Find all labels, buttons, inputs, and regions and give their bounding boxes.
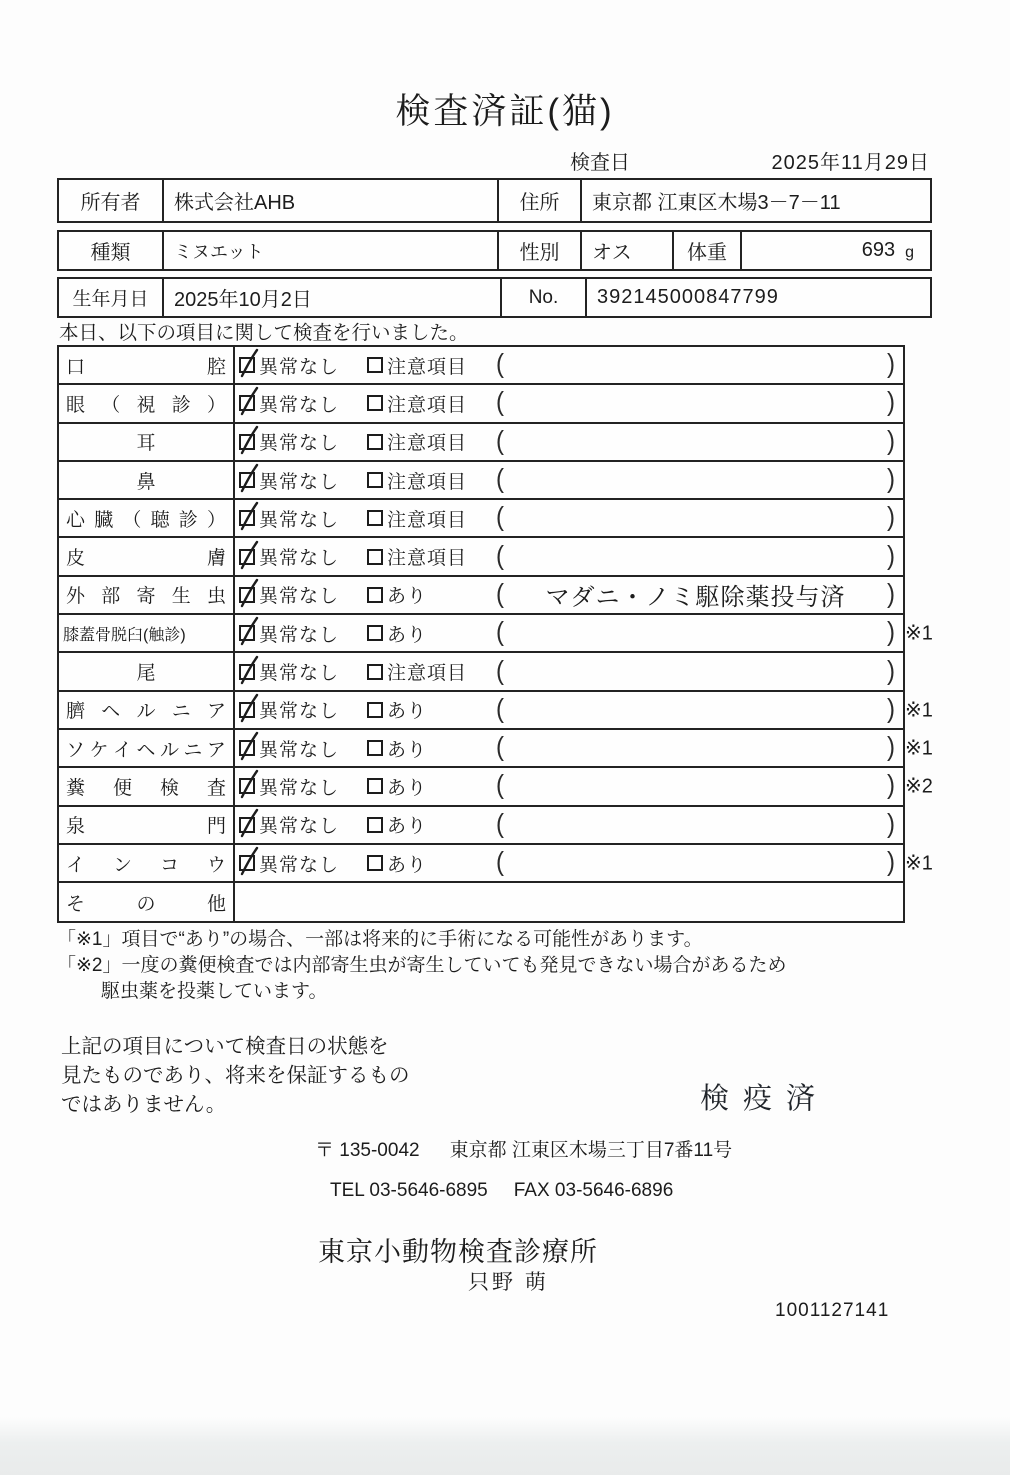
paren-open: ( [496,464,504,495]
exam-item-label: 臍 ヘ ル ニ ア [59,692,235,728]
exam-result [235,653,903,689]
checkbox-checked-icon [239,625,255,641]
owner-table [57,178,932,223]
remarks-parens [496,734,903,762]
option-present [367,581,496,608]
exam-result [235,385,903,421]
present-label: あり [387,624,428,646]
option-no-abnormality [239,390,367,417]
owner-name: 株式会社AHB [164,180,499,221]
birthdate-label: 生年月日 [59,279,164,316]
option-caution [367,543,496,570]
paren-close: ) [887,349,895,380]
checkbox-checked-icon [239,855,255,871]
checkbox-checked-icon [239,472,255,488]
exam-result [235,347,903,383]
weight-label: 体重 [674,232,742,269]
exam-item-label: イ ン コ ウ [59,845,235,881]
exam-result [235,730,903,766]
paren-open: ( [496,349,504,380]
scan-shadow-band [0,1417,1010,1475]
clinic-address: 東京都 江東区木場三丁目7番11号 [449,1140,733,1161]
disclaimer-text [61,1032,410,1119]
clinic-name: 東京小動物検査診療所 [318,1237,598,1267]
checkbox-empty-icon [367,778,383,794]
footnote-1: 「※1」項目で“あり”の場合、一部は将来的に手術になる可能性があります。 [57,929,703,950]
remarks-parens [496,772,903,800]
weight-unit: g [905,243,914,261]
serial-number: 1001127141 [775,1300,890,1321]
checkbox-checked-icon [239,778,255,794]
exam-item-label: 糞 便 検 査 [59,768,235,804]
page-title: 検査済証(猫) [395,92,615,131]
option-present [367,850,496,877]
caution-label: 注意項目 [387,509,468,531]
no-abnormality-label: 異常なし [259,394,340,416]
paren-close: ) [887,541,895,571]
paren-open: ( [496,771,504,801]
checklist-row-heart [59,500,903,538]
caution-label: 注意項目 [387,356,468,378]
paren-close: ) [887,502,895,533]
paren-close: ) [887,617,895,648]
exam-date-value: 2025年11月29日 [771,152,930,174]
sex-value: オス [582,232,674,269]
checkbox-empty-icon [367,395,383,411]
no-abnormality-label: 異常なし [259,356,340,378]
exam-result [235,615,903,651]
clinic-phone-line [330,1180,673,1202]
no-abnormality-label: 異常なし [259,663,340,685]
option-no-abnormality [239,850,367,877]
footnote-mark: ※1 [905,852,933,875]
no-abnormality-label: 異常なし [259,816,340,838]
caution-label: 注意項目 [387,548,468,570]
no-abnormality-label: 異常なし [259,433,340,455]
checkbox-empty-icon [367,434,383,450]
clinic-postal-address [315,1135,732,1162]
tel-number: TEL 03-5646-6895 [330,1180,488,1201]
exam-item-label: そ の 他 [59,883,235,921]
owner-address: 東京都 江東区木場3－7－11 [592,192,841,214]
paren-open: ( [496,809,504,840]
exam-item-label: 心 臓 （ 聴 診 ） [59,500,235,536]
paren-open: ( [496,579,504,610]
sex-label: 性別 [499,232,582,269]
checklist-row-eye [59,385,903,423]
paren-close: ) [887,847,895,878]
checklist-row-inguinal-hernia [59,730,933,768]
paren-open: ( [496,732,504,763]
exam-result [235,692,903,728]
remarks-parens [496,543,903,571]
paren-close: ) [887,426,895,457]
checklist-row-ear [59,424,903,462]
paren-close: ) [887,656,895,686]
checkbox-checked-icon [239,702,255,718]
checkbox-checked-icon [239,395,255,411]
remarks-parens [496,504,903,532]
remarks-parens [496,577,903,612]
checklist-row-fontanelle [59,807,903,845]
paren-open: ( [496,656,504,686]
id-number-label: No. [502,279,587,316]
quarantine-passed-stamp: 検疫済 [700,1083,830,1115]
paren-close: ) [887,694,895,725]
id-number-value: 392145000847799 [597,286,779,308]
checkbox-checked-icon [239,549,255,565]
weight-cell [742,232,930,269]
checklist-row-other [59,883,903,921]
exam-result [235,538,903,574]
present-label: あり [387,816,428,838]
exam-checklist-table [57,345,933,923]
footnote-mark: ※1 [905,622,933,645]
remarks-text: マダニ・ノミ駆除薬投与済 [545,584,846,612]
option-no-abnormality [239,696,367,723]
checkbox-empty-icon [367,625,383,641]
option-no-abnormality [239,581,367,608]
remarks-parens [496,389,903,417]
no-abnormality-label: 異常なし [259,854,340,876]
pet-info-table [57,230,932,271]
exam-date-row [57,146,930,174]
checkbox-empty-icon [367,587,383,603]
disclaimer-line-2: 見たものであり、将来を保証するもの [61,1064,410,1087]
option-no-abnormality [239,467,367,494]
checkbox-checked-icon [239,510,255,526]
fax-number: FAX 03-5646-6896 [513,1180,674,1201]
exam-result-empty [235,883,903,921]
remarks-parens [496,696,903,724]
checkbox-empty-icon [367,702,383,718]
checklist-row-skin [59,538,903,576]
remarks-parens [496,466,903,494]
checklist-row-nose [59,462,903,500]
exam-item-label: 尾 [59,653,235,689]
present-label: あり [387,701,428,723]
footnote-mark: ※2 [905,775,933,798]
option-no-abnormality [239,505,367,532]
footnote-mark: ※1 [905,699,933,722]
exam-item-label: 皮 膚 [59,538,235,574]
postal-code: 〒 135-0042 [315,1140,420,1161]
examiner-name: 只野 萌 [468,1271,549,1294]
option-caution [367,428,496,455]
option-no-abnormality [239,620,367,647]
exam-item-label: 膝蓋骨脱臼(触診) [59,615,235,651]
checklist-row-cryptorchidism [59,845,933,883]
option-no-abnormality [239,428,367,455]
checkbox-checked-icon [239,664,255,680]
owner-address-label: 住所 [499,180,582,221]
species-value: ミヌエット [164,232,499,269]
exam-item-label: 口 腔 [59,347,235,383]
checkbox-checked-icon [239,357,255,373]
exam-result [235,768,903,804]
checkbox-empty-icon [367,549,383,565]
species-label: 種類 [59,232,164,269]
paren-close: ) [887,579,895,610]
exam-result [235,577,903,613]
checkbox-empty-icon [367,740,383,756]
exam-result [235,424,903,460]
caution-label: 注意項目 [387,394,468,416]
footnote-mark: ※1 [905,737,933,760]
exam-result [235,500,903,536]
exam-item-label: 鼻 [59,462,235,498]
birthdate-value: 2025年10月2日 [164,279,502,316]
option-no-abnormality [239,352,367,379]
checkbox-empty-icon [367,855,383,871]
footnote-2-continued: 駆虫薬を投薬しています。 [101,981,328,1002]
paren-open: ( [496,388,504,418]
remarks-parens [496,619,903,647]
paren-close: ) [887,809,895,840]
remarks-parens [496,428,903,456]
no-abnormality-label: 異常なし [259,624,340,646]
checkbox-empty-icon [367,472,383,488]
option-no-abnormality [239,543,367,570]
paren-open: ( [496,617,504,648]
paren-open: ( [496,426,504,457]
option-no-abnormality [239,658,367,685]
option-caution [367,390,496,417]
caution-label: 注意項目 [387,433,468,455]
option-present [367,773,496,800]
caution-label: 注意項目 [387,471,468,493]
option-no-abnormality [239,735,367,762]
footnote-2: 「※2」一度の糞便検査では内部寄生虫が寄生していても発見できない場合があるため [57,955,787,976]
exam-item-label: 泉 門 [59,807,235,843]
footnotes [57,927,857,1005]
option-present [367,696,496,723]
option-no-abnormality [239,773,367,800]
checklist-row-fecal-exam [59,768,933,806]
checkbox-checked-icon [239,434,255,450]
no-abnormality-label: 異常なし [259,586,340,608]
paren-close: ) [887,388,895,418]
birth-no-table [57,277,932,318]
present-label: あり [387,739,428,761]
weight-value: 693 [861,239,896,261]
no-abnormality-label: 異常なし [259,701,340,723]
checkbox-checked-icon [239,587,255,603]
option-present [367,811,496,838]
paren-open: ( [496,541,504,571]
paren-open: ( [496,694,504,725]
paren-close: ) [887,771,895,801]
exam-item-label: 眼 （ 視 診 ） [59,385,235,421]
checklist-row-ectoparasites [59,577,903,615]
checkbox-empty-icon [367,817,383,833]
no-abnormality-label: 異常なし [259,548,340,570]
exam-item-label: 耳 [59,424,235,460]
option-caution [367,505,496,532]
option-caution [367,352,496,379]
exam-date-label: 検査日 [570,152,630,174]
exam-result [235,845,903,881]
disclaimer-line-3: ではありません。 [61,1093,227,1116]
no-abnormality-label: 異常なし [259,777,340,799]
exam-item-label: 外 部 寄 生 虫 [59,577,235,613]
checkbox-empty-icon [367,510,383,526]
exam-result [235,462,903,498]
option-no-abnormality [239,811,367,838]
checklist-row-tail [59,653,903,691]
option-present [367,735,496,762]
option-present [367,620,496,647]
present-label: あり [387,854,428,876]
present-label: あり [387,586,428,608]
no-abnormality-label: 異常なし [259,739,340,761]
no-abnormality-label: 異常なし [259,509,340,531]
owner-label: 所有者 [59,180,164,221]
checklist-row-koukuu [59,347,903,385]
exam-result [235,807,903,843]
paren-open: ( [496,502,504,533]
present-label: あり [387,777,428,799]
option-caution [367,658,496,685]
exam-item-label: ソ ケ イ ヘ ル ニ ア [59,730,235,766]
paren-close: ) [887,464,895,495]
caution-label: 注意項目 [387,663,468,685]
paren-open: ( [496,847,504,878]
paren-close: ) [887,732,895,763]
remarks-parens [496,658,903,686]
intro-text: 本日、以下の項目に関して検査を行いました。 [59,322,469,344]
option-caution [367,467,496,494]
checkbox-empty-icon [367,664,383,680]
checklist-row-patella [59,615,933,653]
checkbox-checked-icon [239,740,255,756]
remarks-parens [496,849,903,877]
checkbox-checked-icon [239,817,255,833]
remarks-parens [496,811,903,839]
remarks-parens [496,351,903,379]
disclaimer-line-1: 上記の項目について検査日の状態を [61,1035,389,1058]
no-abnormality-label: 異常なし [259,471,340,493]
checklist-row-umbilical-hernia [59,692,933,730]
checkbox-empty-icon [367,357,383,373]
